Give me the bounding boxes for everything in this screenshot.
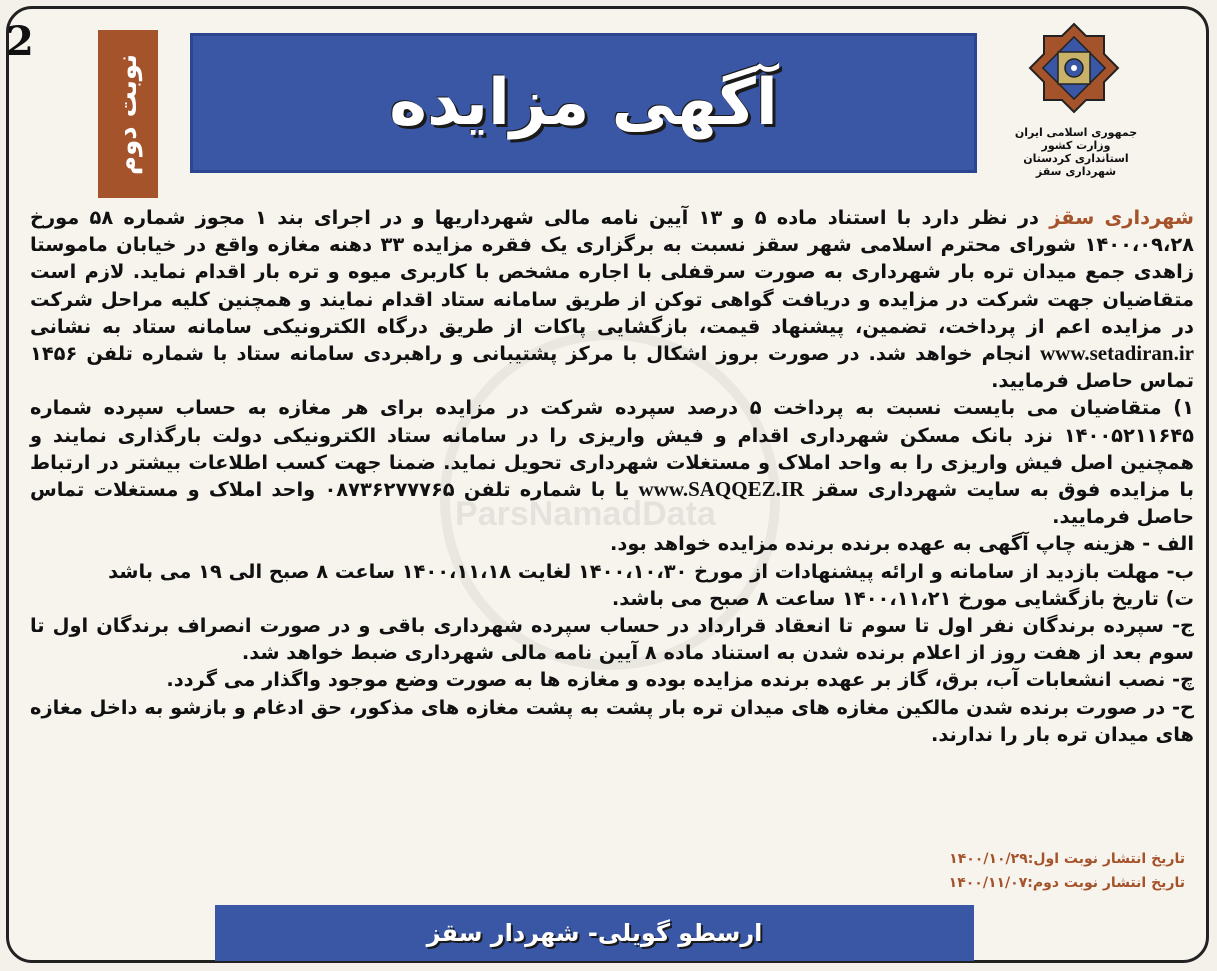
item-1-text-a: ۱) متقاضیان می بایست نسبت به پرداخت ۵ درصد سپرده شرکت در مزایده برای هر مغازه به حساب سپرده شماره ۱۴۰۰۵۲۱۱۶۴۵ نزد بانک مسکن شهرداری اقدام و فیش واریزی را در سامانه ستاد الکترونیکی دولت بارگذاری نمایند و همچنین اصل فیش واریزی را به واحد املاک و مستغلات شهرداری تحویل نماید. ضمنا جهت کسب اطلاعات بیشتر در ارتباط با مزایده فوق به سایت شهرداری سقز <box>30 396 1194 502</box>
watermark-text: ParsNamadData <box>455 495 716 533</box>
intro-text-2: انجام خواهد شد. در صورت بروز اشکال با مرکز پشتیبانی و راهبردی سامانه ستاد با شماره تلفن ۱۴۵۶ تماس حاصل فرمایید. <box>30 342 1194 393</box>
item-te: ت) تاریخ بازگشایی مورخ ۱۴۰۰،۱۱،۲۱ ساعت ۸ صبح می باشد. <box>611 586 1194 610</box>
item-alef: الف - هزینه چاپ آگهی به عهده برنده برنده مزایده خواهد بود. <box>610 532 1194 556</box>
item-che: چ- نصب انشعابات آب، برق، گاز بر عهده برنده مزایده بوده و مغازه ها به صورت وضع موجود واگذار می گردد. <box>166 668 1194 692</box>
page-title: آگهی مزایده <box>389 66 778 140</box>
saqqez-link[interactable]: www.SAQQEZ.IR <box>638 477 805 502</box>
logo-line-3: استانداری کردستان <box>1023 152 1129 165</box>
first-publication-date: تاریخ انتشار نوبت اول:۱۴۰۰/۱۰/۲۹ <box>949 851 1185 867</box>
item-jim: ج- سپرده برندگان نفر اول تا سوم تا انعقاد قرارداد در حساب سپرده شهرداری باقی و در صورت انصراف برندگان اول تا سوم بعد از هفت روز از اعلام برنده شدن به استناد ماده ۸ آیین نامه مالی شهرداری ضبط خواهد شد. <box>30 614 1194 665</box>
round-badge-label: نوبت دوم <box>113 53 143 175</box>
second-publication-date: تاریخ انتشار نوبت دوم:۱۴۰۰/۱۱/۰۷ <box>948 875 1185 891</box>
item-he: ح- در صورت برنده شدن مالکین مغازه های میدان تره بار پشت به پشت مغازه های مذکور، حق ادغام و بازشو به داخل مغازه های میدان تره بار را ندارند. <box>30 695 1194 746</box>
brand-name: شهرداری سقز <box>1049 206 1194 229</box>
item-1-text-b: یا با شماره تلفن ۰۸۷۳۶۲۷۷۷۶۵ واحد املاک و مستغلات تماس حاصل فرمایید. <box>30 478 1194 529</box>
corner-round-number: 2 <box>6 18 34 65</box>
logo-caption <box>1006 126 1146 178</box>
intro-text-1: در نظر دارد با استناد ماده ۵ و ۱۳ آیین نامه مالی شهرداریها و در اجرای بند ۱ مجوز شماره ۵۸ مورخ ۱۴۰۰،۰۹،۲۸ شورای محترم اسلامی شهر سقز نسبت به برگزاری یک فقره مزایده ۳۳ دهنه مغازه واقع در خیابان ماموستا زاهدی جمع میدان تره بار شهرداری به صورت سرقفلی با اجاره مشخص با کاربری میوه و تره بار اقدام نماید. لازم است متقاضیان جهت شرکت در مزایده و دریافت گواهی توکن از طریق سامانه ستاد اقدام نمایند و همچنین کلیه مراحل شرکت در مزایده اعم از پرداخت، تضمین، پیشنهاد قیمت، بازگشایی پاکات از طریق درگاه الکترونیکی سامانه ستاد به نشانی <box>30 206 1195 338</box>
title-banner <box>190 33 977 173</box>
item-1 <box>30 394 1194 530</box>
logo-line-4: شهرداری سقز <box>1035 165 1117 178</box>
logo-line-2: وزارت کشور <box>1041 139 1111 152</box>
signature-text: ارسطو گویلی- شهردار سقز <box>426 919 763 947</box>
logo-line-1: جمهوری اسلامی ایران <box>1014 126 1138 139</box>
setad-link[interactable]: www.setadiran.ir <box>1040 341 1194 366</box>
emblem-icon <box>1028 22 1120 114</box>
signature-banner <box>215 905 974 961</box>
item-be: ب- مهلت بازدید از سامانه و ارائه پیشنهادات از مورخ ۱۴۰۰،۱۰،۳۰ لغایت ۱۴۰۰،۱۱،۱۸ ساعت ۸ صبح الی ۱۹ می باشد <box>108 559 1194 583</box>
notice-body <box>30 204 1194 748</box>
publication-dates <box>949 847 1185 895</box>
intro-paragraph <box>30 204 1194 394</box>
round-badge <box>98 30 158 198</box>
